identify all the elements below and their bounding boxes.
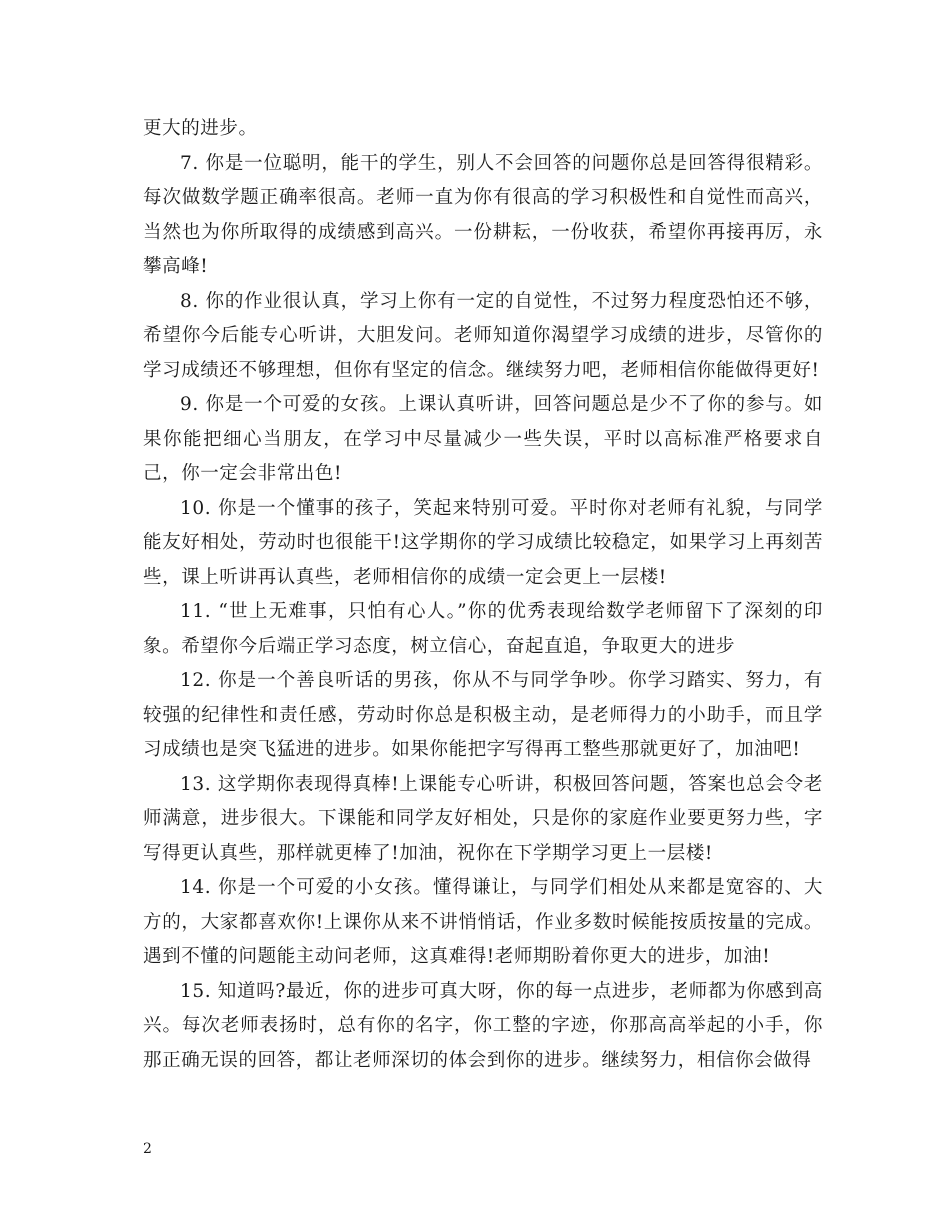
paragraph-comment-7: 7. 你是一位聪明，能干的学生，别人不会回答的问题你总是回答得很精彩。每次做数学题正确率很高。老师一直为你有很高的学习积极性和自觉性而高兴，当然也为你所取得的成绩感到高兴。一份耕耘，一份收获，希望你再接再厉，永攀高峰! bbox=[143, 152, 823, 277]
page-number: 2 bbox=[143, 1141, 152, 1157]
paragraph-comment-13: 13. 这学期你表现得真棒!上课能专心听讲，积极回答问题，答案也总会令老师满意，进步很大。下课能和同学友好相处，只是你的家庭作业要更努力些，字写得更认真些，那样就更棒了!加油，祝你在下学期学习更上一层楼! bbox=[143, 773, 823, 864]
paragraph-comment-9: 9. 你是一个可爱的女孩。上课认真听讲，回答问题总是少不了你的参与。如果你能把细心当朋友，在学习中尽量减少一些失误，平时以高标准严格要求自己，你一定会非常出色! bbox=[143, 394, 823, 484]
paragraph-comment-8: 8. 你的作业很认真，学习上你有一定的自觉性，不过努力程度恐怕还不够，希望你今后能专心听讲，大胆发问。老师知道你渴望学习成绩的进步，尽管你的学习成绩还不够理想，但你有坚定的信念。继续努力吧，老师相信你能做得更好! bbox=[143, 290, 823, 381]
paragraph-comment-15: 15. 知道吗?最近，你的进步可真大呀，你的每一点进步，老师都为你感到高兴。每次老师表扬时，总有你的名字，你工整的字迹，你那高高举起的小手，你那正确无误的回答，都让老师深切的体会到你的进步。继续努力，相信你会做得 bbox=[143, 980, 823, 1071]
paragraph-continuation: 更大的进步。 bbox=[143, 118, 258, 139]
paragraph-comment-12: 12. 你是一个善良听话的男孩，你从不与同学争吵。你学习踏实、努力，有较强的纪律性和责任感，劳动时你总是积极主动，是老师得力的小助手，而且学习成绩也是突飞猛进的进步。如果你能把字写得再工整些那就更好了，加油吧! bbox=[143, 670, 823, 760]
paragraph-comment-14: 14. 你是一个可爱的小女孩。懂得谦让，与同学们相处从来都是宽容的、大方的，大家都喜欢你!上课你从来不讲悄悄话，作业多数时候能按质按量的完成。遇到不懂的问题能主动问老师，这真难得!老师期盼着你更大的进步，加油! bbox=[143, 877, 823, 967]
paragraph-comment-11: 11. “世上无难事，只怕有心人。”你的优秀表现给数学老师留下了深刻的印象。希望你今后端正学习态度，树立信心，奋起直追，争取更大的进步 bbox=[143, 601, 823, 657]
paragraph-comment-10: 10. 你是一个懂事的孩子，笑起来特别可爱。平时你对老师有礼貌，与同学能友好相处，劳动时也很能干!这学期你的学习成绩比较稳定，如果学习上再刻苦些，课上听讲再认真些，老师相信你的成绩一定会更上一层楼! bbox=[143, 497, 823, 588]
page-content bbox=[143, 112, 823, 1078]
